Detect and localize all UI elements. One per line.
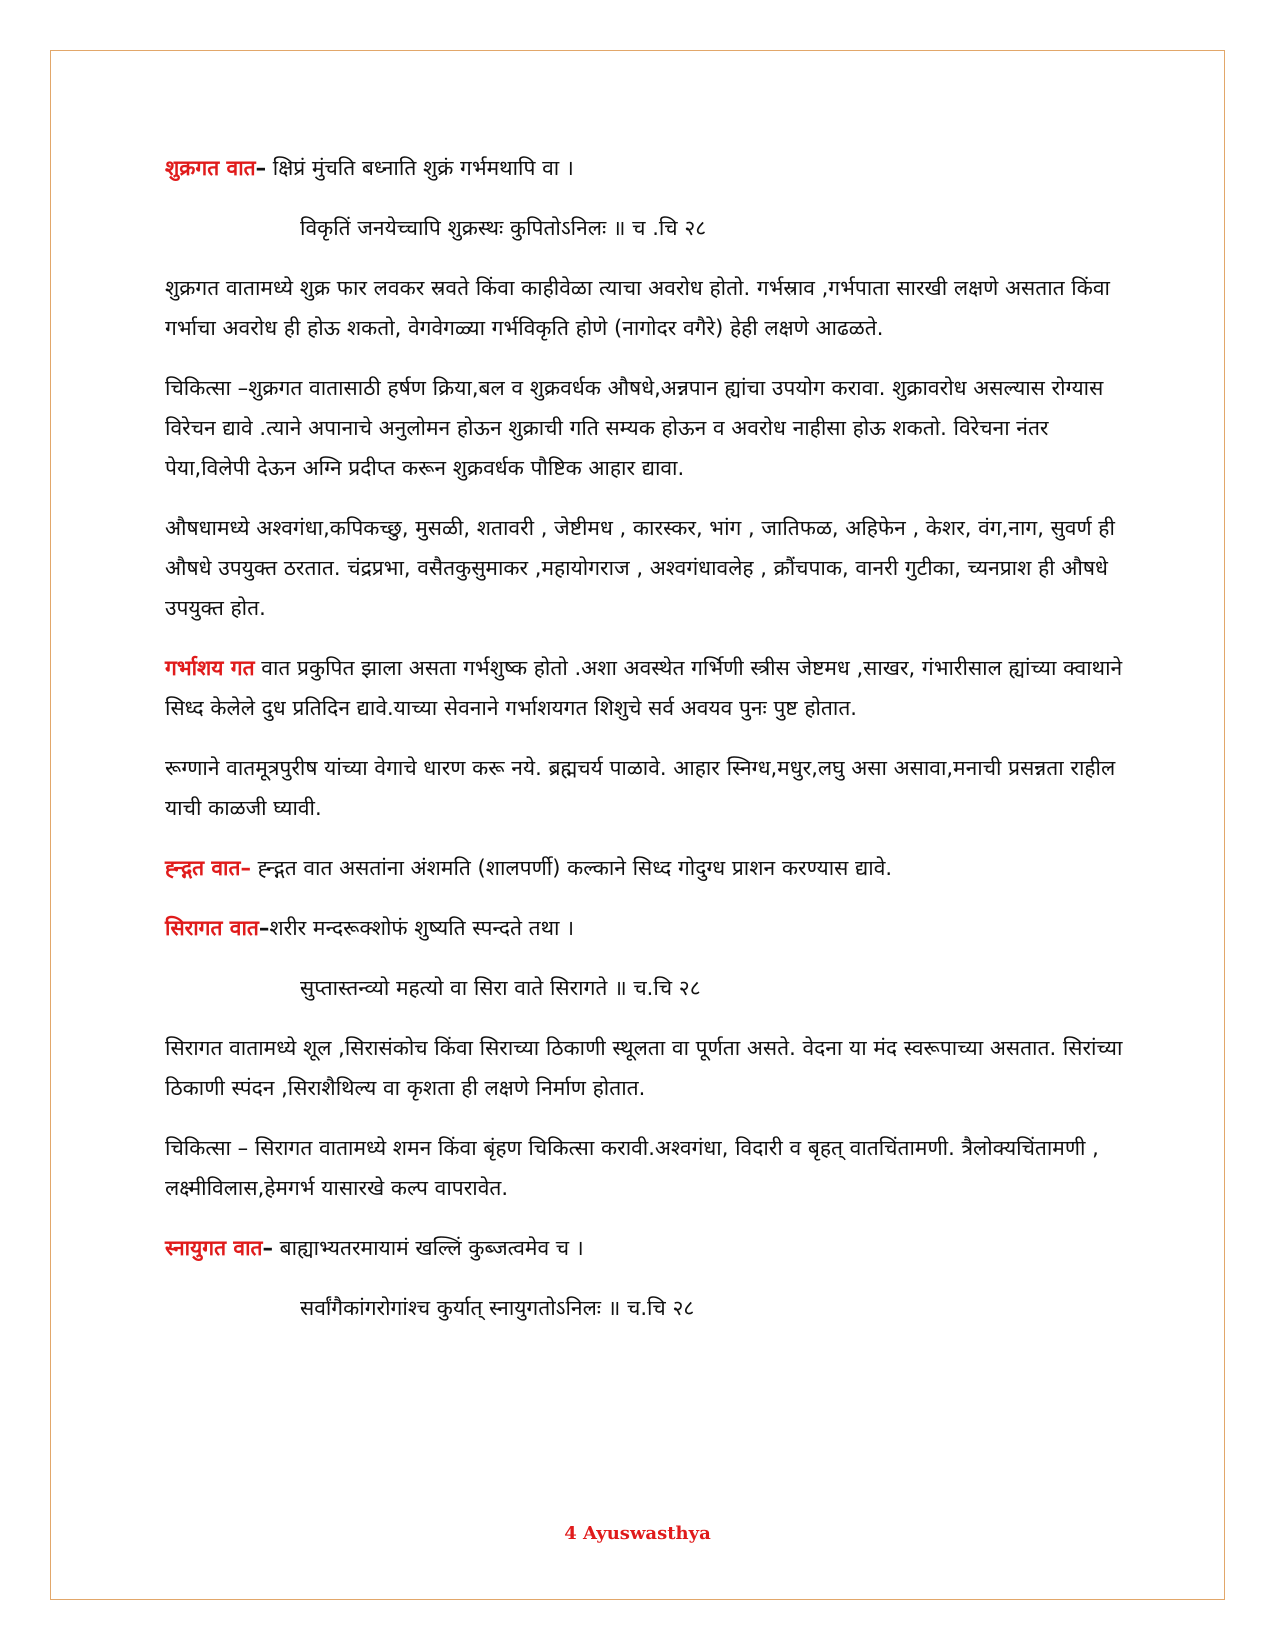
shukra-verse1: क्षिप्रं मुंचति बध्नाति शुक्रं गर्भमथापि वा । (272, 156, 574, 180)
snayu-heading: स्नायुगत वात (165, 1236, 263, 1260)
snayu-verse1: बाह्याभ्यतरमायामं खल्लिं कुब्जत्वमेव च । (273, 1236, 584, 1260)
garbhashaya-paragraph (165, 648, 1125, 728)
garbhashaya-heading: गर्भाशय गत (165, 656, 255, 680)
hrud-paragraph (165, 848, 1125, 888)
document-body (165, 148, 1125, 1328)
sira-dash: – (258, 916, 270, 940)
garbhashaya-text: वात प्रकुपित झाला असता गर्भशुष्क होतो .अशा अवस्थेत गर्भिणी स्त्रीस जेष्टमध ,साखर, गंभारीसाल ह्यांच्या क्वाथाने सिध्द केलेले दुध प्रतिदिन द्यावे.याच्या सेवनाने गर्भाशयगत शिशुचे सर्व अवयव पुनः पुष्ट होतात. (165, 656, 1123, 720)
garbhashaya-para2: रूग्णाने वातमूत्रपुरीष यांच्या वेगाचे धारण करू नये. ब्रह्मचर्य पाळावे. आहार स्निग्ध,मधुर,लघु असा असावा,मनाची प्रसन्नता राहील याची काळजी घ्यावी. (165, 756, 1116, 820)
page-footer: 4 Ayuswasthya (564, 1523, 711, 1544)
hrud-text: ह्न्द्गत वात असतांना अंशमति (शालपर्णी) कल्काने सिध्द गोदुग्ध प्राशन करण्यास द्यावे. (250, 856, 893, 880)
shukra-para1: शुक्रगत वातामध्ये शुक्र फार लवकर स्रवते किंवा काहीवेळा त्याचा अवरोध होतो. गर्भस्राव ,गर्भपाता सारखी लक्षणे असतात किंवा गर्भाचा अवरोध ही होऊ शकतो, वेगवेगळ्या गर्भविकृति होणे (नागोदर वगैरे) हेही लक्षणे आढळते. (165, 276, 1110, 340)
sira-heading: सिरागत वात (165, 916, 259, 940)
snayu-verse-line1 (165, 1228, 1125, 1268)
shukra-verse2: विकृतिं जनयेच्चापि शुक्रस्थः कुपितोऽनिलः ॥ च .चि २८ (300, 216, 707, 240)
shukra-heading: शुक्रगत वात (165, 156, 256, 180)
hrud-heading: ह्न्द्गत वात– (165, 856, 251, 880)
sira-verse1: शरीर मन्दरूक्शोफं शुष्यति स्पन्दते तथा । (269, 916, 575, 940)
shukra-verse-line1 (165, 148, 1125, 188)
sira-verse-line1 (165, 908, 1125, 948)
snayu-dash: – (262, 1236, 273, 1260)
shukra-para3: औषधामध्ये अश्वगंधा,कपिकच्छु, मुसळी, शतावरी , जेष्टीमध , कारस्कर, भांग , जातिफळ, अहिफेन , केशर, वंग,नाग, सुवर्ण ही औषधे उपयुक्त ठरतात. चंद्रप्रभा, वसैतकुसुमाकर ,महायोगराज , अश्वगंधावलेह , क्रौंचपाक, वानरी गुटीका, च्यनप्राश ही औषधे उपयुक्त होत. (165, 516, 1115, 620)
sira-para1: सिरागत वातामध्ये शूल ,सिरासंकोच किंवा सिराच्या ठिकाणी स्थूलता वा पूर्णता असते. वेदना या मंद स्वरूपाच्या असतात. सिरांच्या ठिकाणी स्पंदन ,सिराशैथिल्य वा कृशता ही लक्षणे निर्माण होतात. (165, 1036, 1123, 1100)
sira-verse2: सुप्तास्तन्व्यो महत्यो वा सिरा वाते सिरागते ॥ च.चि २८ (300, 976, 701, 1000)
sira-para2: चिकित्सा – सिरागत वातामध्ये शमन किंवा बृंहण चिकित्सा करावी.अश्वगंधा, विदारी व बृहत् वातचिंतामणी. त्रैलोक्यचिंतामणी , लक्ष्मीविलास,हेमगर्भ यासारखे कल्प वापरावेत. (165, 1136, 1099, 1200)
snayu-verse2: सर्वांगैकांगरोगांश्च कुर्यात् स्नायुगतोऽनिलः ॥ च.चि २८ (300, 1296, 695, 1320)
shukra-para2: चिकित्सा –शुक्रगत वातासाठी हर्षण क्रिया,बल व शुक्रवर्धक औषधे,अन्नपान ह्यांचा उपयोग करावा. शुक्रावरोध असल्यास रोग्यास विरेचन द्यावे .त्याने अपानाचे अनुलोमन होऊन शुक्राची गति सम्यक होऊन व अवरोध नाहीसा होऊ शकतो. विरेचना नंतर पेया,विलेपी देऊन अग्नि प्रदीप्त करून शुक्रवर्धक पौष्टिक आहार द्यावा. (165, 376, 1104, 480)
shukra-dash: – (255, 156, 267, 180)
